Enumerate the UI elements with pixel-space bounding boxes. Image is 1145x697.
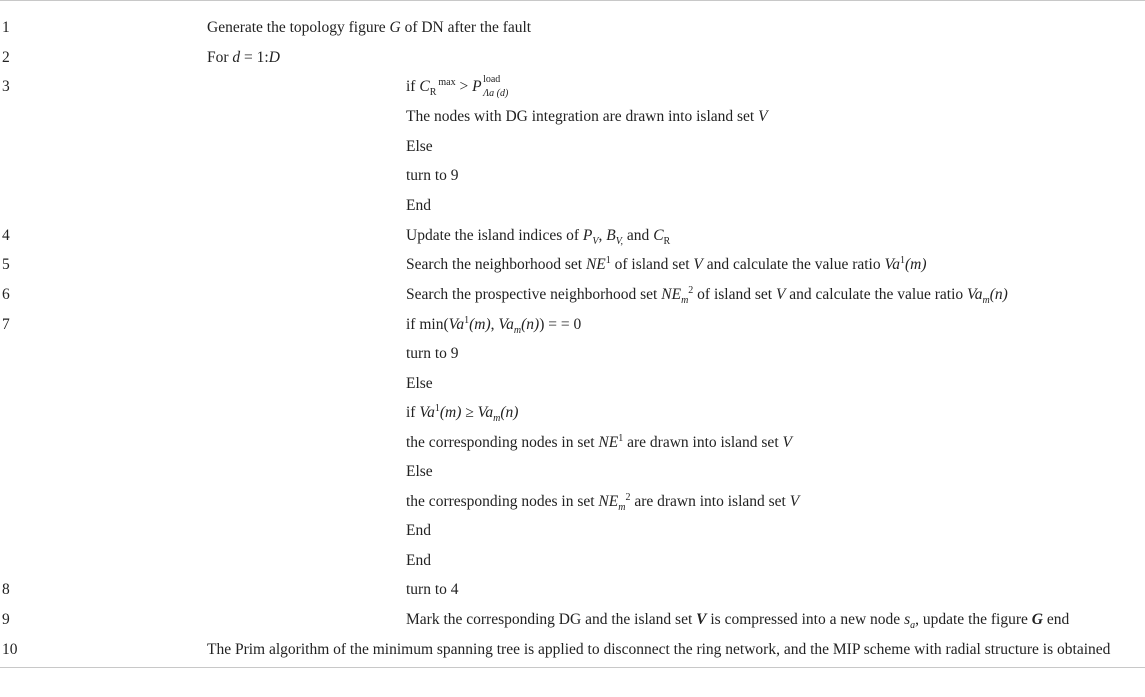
step-number: 3 bbox=[2, 78, 10, 95]
step-text: End bbox=[406, 552, 431, 569]
step-text: if $Va^1(m) \ge Va_m(n)$ bbox=[406, 402, 519, 425]
step-text: turn to 9 bbox=[406, 167, 459, 184]
step-text: if min(Va$^1$(m), $Va_m(n)$) = = 0 bbox=[406, 314, 582, 337]
step-number: 10 bbox=[2, 641, 18, 658]
step-number: 7 bbox=[2, 316, 10, 333]
p-load-symbol: P load Λa (d) bbox=[472, 74, 509, 99]
step-text: Mark the corresponding DG and the island set V is compressed into a new node $s_a$, update the figure G end bbox=[406, 611, 1070, 632]
step-text: if $C_R^{max}$ > P load Λa (d) bbox=[406, 77, 514, 96]
step-number: 6 bbox=[2, 286, 10, 303]
step-number: 9 bbox=[2, 611, 10, 628]
step-text: Else bbox=[406, 463, 433, 480]
step-number: 2 bbox=[2, 49, 10, 66]
step-text: End bbox=[406, 197, 431, 214]
step-number: 1 bbox=[2, 19, 10, 36]
step-number: 5 bbox=[2, 256, 10, 273]
step-number: 8 bbox=[2, 581, 10, 598]
step-text: the corresponding nodes in set $NE^1$ are drawn into island set V bbox=[406, 432, 792, 451]
step-text: The nodes with DG integration are drawn into island set V bbox=[406, 108, 768, 125]
step-text: For d = 1:D bbox=[207, 49, 280, 66]
step-text: Update the island indices of $P_V$, $B_{V,}$ and $C_R$ bbox=[406, 227, 671, 248]
step-number: 4 bbox=[2, 227, 10, 244]
step-text: turn to 4 bbox=[406, 581, 459, 598]
step-text: Generate the topology figure G of DN after the fault bbox=[207, 19, 532, 36]
step-text: Search the neighborhood set $NE^1$ of island set V and calculate the value ratio Va$^1$(m) bbox=[406, 254, 927, 273]
step-text: Search the prospective neighborhood set $NE_m^2$ of island set V and calculate the value ratio $Va_m(n)$ bbox=[406, 284, 1008, 307]
step-text: the corresponding nodes in set $NE_m^2$ are drawn into island set V bbox=[406, 491, 800, 514]
step-text: The Prim algorithm of the minimum spanning tree is applied to disconnect the ring network, and the MIP scheme with radial structure is obtained bbox=[207, 641, 1111, 658]
step-text: turn to 9 bbox=[406, 345, 459, 362]
table-top-rule bbox=[0, 0, 1145, 1]
step-text: Else bbox=[406, 138, 433, 155]
table-bottom-rule bbox=[0, 667, 1145, 668]
step-text: End bbox=[406, 522, 431, 539]
step-text: Else bbox=[406, 375, 433, 392]
